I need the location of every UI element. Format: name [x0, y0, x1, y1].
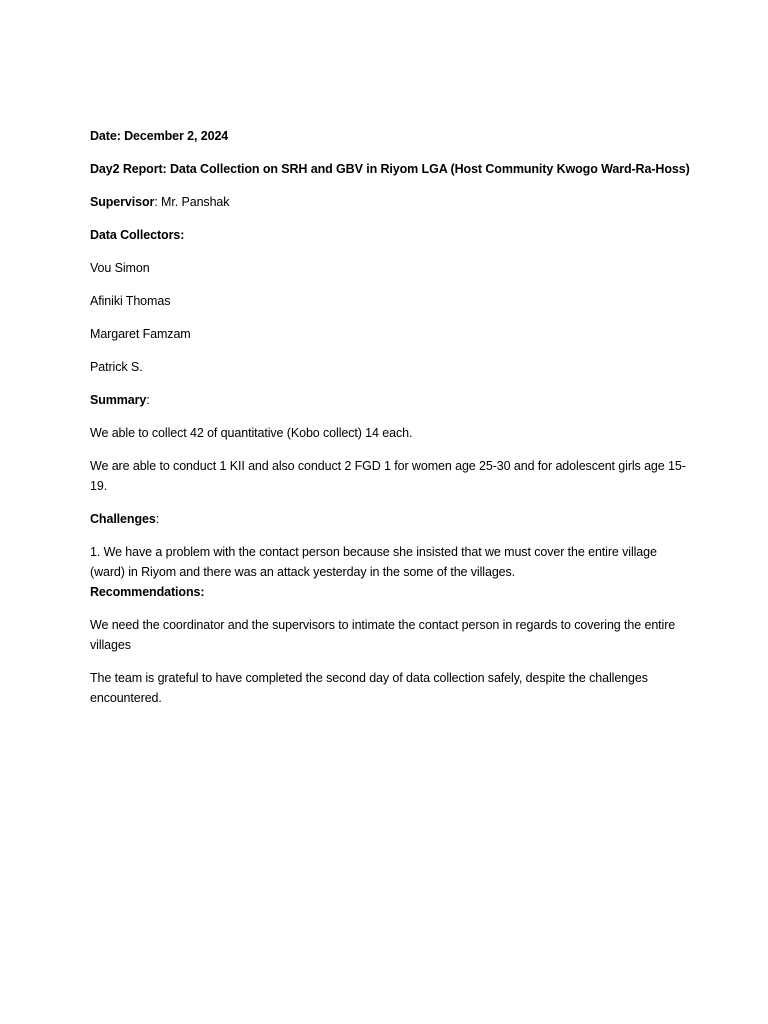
report-title: Day2 Report: Data Collection on SRH and GBV in Riyom LGA (Host Community Kwogo Ward-Ra-Hoss): [90, 162, 690, 176]
challenges-label: Challenges: [90, 512, 156, 526]
challenge-item: 1. We have a problem with the contact person because she insisted that we must cover the entire village (ward) in Riyom and there was an attack yesterday in the some of the villages.: [90, 545, 657, 579]
summary-colon: :: [146, 393, 150, 407]
summary-label: Summary: [90, 393, 147, 407]
supervisor-label: Supervisor: [90, 195, 155, 209]
supervisor-value: : Mr. Panshak: [154, 195, 230, 209]
data-collector-item: Margaret Famzam: [90, 327, 191, 341]
summary-paragraph: We able to collect 42 of quantitative (Kobo collect) 14 each.: [90, 426, 413, 440]
supervisor-line: [90, 192, 690, 212]
date-line: Date: December 2, 2024: [90, 129, 229, 143]
challenges-colon: :: [155, 512, 160, 526]
data-collectors-heading: Data Collectors:: [90, 228, 185, 242]
recommendation-paragraph: We need the coordinator and the supervisors to intimate the contact person in regards to covering the entire villages: [90, 618, 676, 652]
data-collector-item: Patrick S.: [90, 360, 143, 374]
document-body: [90, 126, 690, 721]
closing-paragraph: The team is grateful to have completed the second day of data collection safely, despite the challenges encountered.: [90, 671, 648, 705]
recommendations-heading: Recommendations:: [90, 585, 205, 599]
summary-line: [90, 390, 690, 410]
data-collector-item: Vou Simon: [90, 261, 150, 275]
data-collector-item: Afiniki Thomas: [90, 294, 171, 308]
challenges-line: [90, 509, 690, 529]
summary-paragraph: We are able to conduct 1 KII and also conduct 2 FGD 1 for women age 25-30 and for adolescent girls age 15-19.: [90, 459, 686, 493]
